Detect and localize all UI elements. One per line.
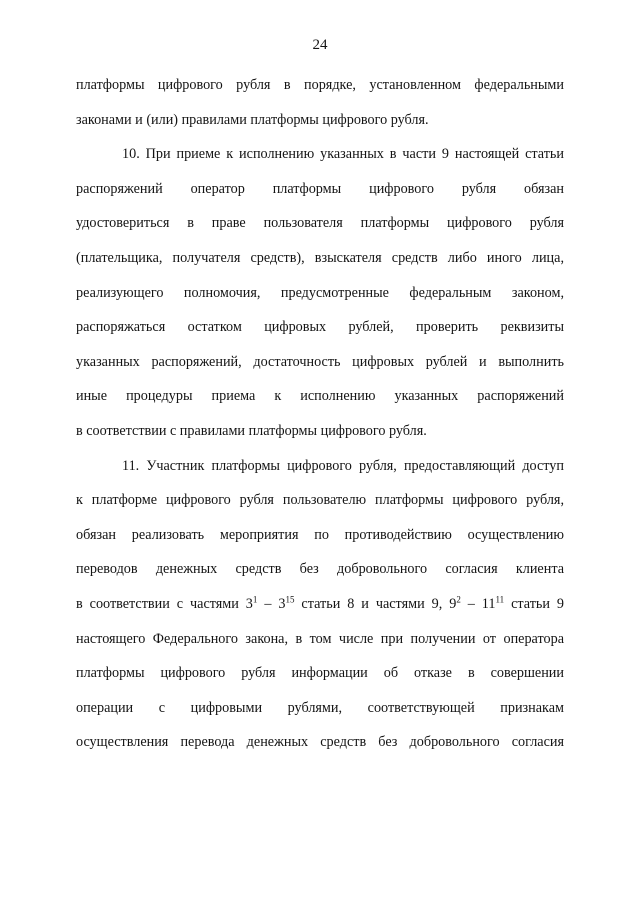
text-fragment: статьи 9 [504,595,564,612]
text-line-with-superscripts [76,591,564,626]
text-line: иные процедуры приема к исполнению указанных распоряжений [76,388,564,405]
superscript: 2 [456,594,461,605]
text-line: осуществления перевода денежных средств без добровольного согласия [76,734,564,751]
text-fragment: – 11 [460,595,496,612]
text-line: платформы цифрового рубля информации об отказе в совершении [76,665,564,682]
text-line: распоряжений оператор платформы цифрового рубля обязан [76,180,564,197]
text-line: удостовериться в праве пользователя платформы цифрового рубля [76,215,564,232]
superscript: 1 [252,594,258,605]
superscript: 15 [285,594,295,605]
text-fragment: статьи 8 и частями 9, 9 [294,595,457,612]
text-fragment: в соответствии с частями 3 [76,595,253,612]
superscript: 11 [495,594,505,605]
text-line: (плательщика, получателя средств), взыскателя средств либо иного лица, [76,249,564,266]
text-line: в соответствии с правилами платформы цифрового рубля. [76,422,427,439]
text-line: распоряжаться остатком цифровых рублей, проверить реквизиты [76,319,564,336]
text-line: операции с цифровыми рублями, соответствующей признакам [76,699,564,716]
text-line: реализующего полномочия, предусмотренные федеральным законом, [76,284,564,301]
text-fragment: – 3 [257,595,286,612]
text-line: настоящего Федерального закона, в том числе при получении от оператора [76,630,564,647]
text-line: обязан реализовать мероприятия по противодействию осуществлению [76,526,564,543]
document-body [76,72,564,764]
text-line: к платформе цифрового рубля пользователю платформы цифрового рубля, [76,492,564,509]
page-number: 24 [312,37,328,53]
text-line: платформы цифрового рубля в порядке, установленном федеральными [76,77,564,93]
text-line: законами и (или) правилами платформы цифрового рубля. [76,111,429,128]
paragraph-11-start: 11. Участник платформы цифрового рубля, предоставляющий доступ [122,457,564,474]
paragraph-10-start: 10. При приеме к исполнению указанных в части 9 настоящей статьи [122,146,564,163]
text-line: переводов денежных средств без добровольного согласия клиента [76,561,564,578]
text-line: указанных распоряжений, достаточность цифровых рублей и выполнить [76,353,564,370]
